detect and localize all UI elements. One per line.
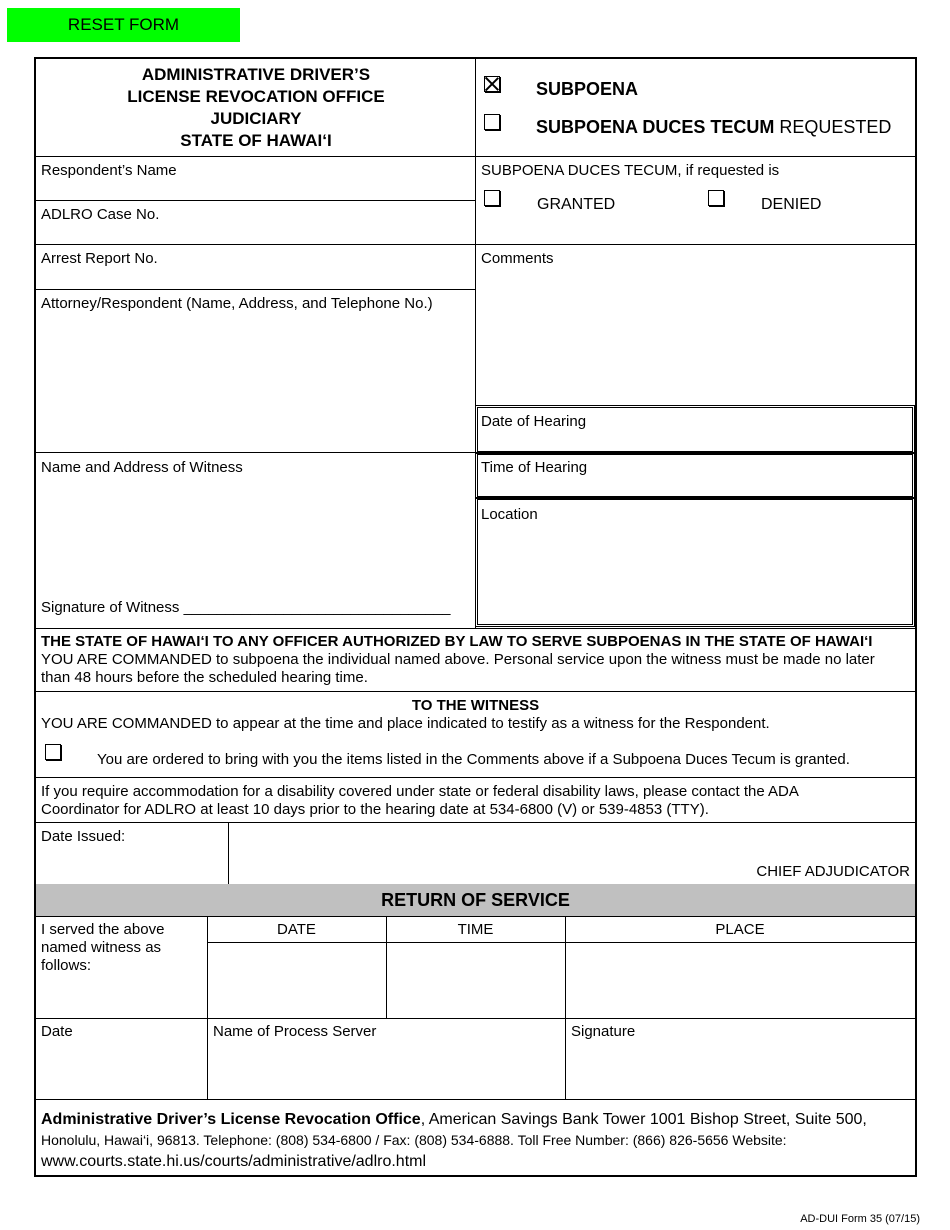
duces-tecum-status-label: SUBPOENA DUCES TECUM, if requested is <box>481 162 780 179</box>
ada-notice <box>41 783 916 819</box>
signature-of-witness[interactable]: Signature of Witness ________________________________ <box>41 599 451 616</box>
time-of-hearing-label: Time of Hearing <box>481 459 588 476</box>
office-line-3: JUDICIARY <box>210 109 302 128</box>
served-witness-text <box>41 921 164 975</box>
date-of-hearing-label: Date of Hearing <box>481 413 587 430</box>
col-time-header: TIME <box>457 921 494 938</box>
officer-command-line-2: than 48 hours before the scheduled hearing time. <box>41 669 368 686</box>
served-line-3: follows: <box>41 957 92 974</box>
witness-command-text: YOU ARE COMMANDED to appear at the time and place indicated to testify as a witness for the Respondent. <box>41 715 770 732</box>
office-header <box>36 64 476 152</box>
return-of-service-title: RETURN OF SERVICE <box>36 884 915 916</box>
subpoena-form <box>34 57 917 1177</box>
footer-line-1 <box>41 1109 916 1130</box>
granted-checkbox[interactable] <box>484 190 500 206</box>
served-line-1: I served the above <box>41 921 165 938</box>
office-line-1: ADMINISTRATIVE DRIVER’S <box>141 65 371 84</box>
served-place-input[interactable] <box>565 943 915 1018</box>
footer-office-name: Administrative Driver’s License Revocation Office <box>41 1111 421 1128</box>
office-line-2: LICENSE REVOCATION OFFICE <box>127 87 385 106</box>
attorney-field[interactable]: Attorney/Respondent (Name, Address, and Telephone No.) <box>41 295 433 312</box>
served-date-input[interactable] <box>207 943 386 1018</box>
chief-adjudicator-label: CHIEF ADJUDICATOR <box>756 863 910 880</box>
arrest-report-field[interactable]: Arrest Report No. <box>41 250 158 267</box>
ada-line-1: If you require accommodation for a disability covered under state or federal disability laws, please contact the ADA <box>41 783 799 800</box>
bring-items-text: You are ordered to bring with you the items listed in the Comments above if a Subpoena Duces Tecum is granted. <box>97 751 850 768</box>
col-place-header: PLACE <box>715 921 765 938</box>
office-footer <box>41 1109 916 1172</box>
comments-field[interactable]: Comments <box>481 250 554 267</box>
subpoena-label: SUBPOENA <box>536 79 639 99</box>
location-label: Location <box>481 506 538 523</box>
served-time-input[interactable] <box>386 943 565 1018</box>
ada-line-2: Coordinator for ADLRO at least 10 days prior to the hearing date at 534-6800 (V) or 539-4853 (TTY). <box>41 801 709 818</box>
officer-command <box>41 633 916 687</box>
location-box[interactable] <box>475 497 915 627</box>
duces-tecum-bold: SUBPOENA DUCES TECUM <box>536 117 775 137</box>
form-number: AD-DUI Form 35 (07/15) <box>800 1213 920 1225</box>
subpoena-checkbox[interactable] <box>484 76 500 92</box>
denied-checkbox[interactable] <box>708 190 724 206</box>
to-the-witness-heading: TO THE WITNESS <box>411 697 540 714</box>
process-server-field[interactable]: Name of Process Server <box>213 1023 377 1040</box>
officer-command-line-1: YOU ARE COMMANDED to subpoena the individual named above. Personal service upon the witness must be made no later <box>41 651 875 668</box>
served-line-2: named witness as <box>41 939 162 956</box>
granted-label: GRANTED <box>537 196 616 213</box>
reset-form-button[interactable]: RESET FORM <box>7 8 240 42</box>
adlro-case-field[interactable]: ADLRO Case No. <box>41 206 160 223</box>
signature-field[interactable]: Signature <box>571 1023 636 1040</box>
duces-tecum-label <box>536 117 891 138</box>
return-date-field[interactable]: Date <box>41 1023 73 1040</box>
witness-name-address-field[interactable]: Name and Address of Witness <box>41 459 243 476</box>
footer-address-1: , American Savings Bank Tower 1001 Bishop Street, Suite 500, <box>420 1111 867 1128</box>
duces-tecum-requested: REQUESTED <box>779 117 892 137</box>
footer-address-2: Honolulu, Hawai‘i, 96813. Telephone: (808) 534-6800 / Fax: (808) 534-6888. Toll Free Number: (866) 826-5656 Website: <box>41 1132 787 1148</box>
footer-website[interactable]: www.courts.state.hi.us/courts/administrative/adlro.html <box>41 1153 427 1170</box>
col-date-header: DATE <box>277 921 316 938</box>
respondent-name-field[interactable]: Respondent’s Name <box>41 162 177 179</box>
officer-command-heading: THE STATE OF HAWAI‘I TO ANY OFFICER AUTHORIZED BY LAW TO SERVE SUBPOENAS IN THE STATE OF HAWAI‘I <box>41 633 873 650</box>
office-line-4: STATE OF HAWAI‘I <box>180 131 332 150</box>
date-issued-field[interactable]: Date Issued: <box>41 828 126 845</box>
denied-label: DENIED <box>761 196 822 213</box>
duces-tecum-checkbox[interactable] <box>484 114 500 130</box>
bring-items-checkbox[interactable] <box>45 744 61 760</box>
